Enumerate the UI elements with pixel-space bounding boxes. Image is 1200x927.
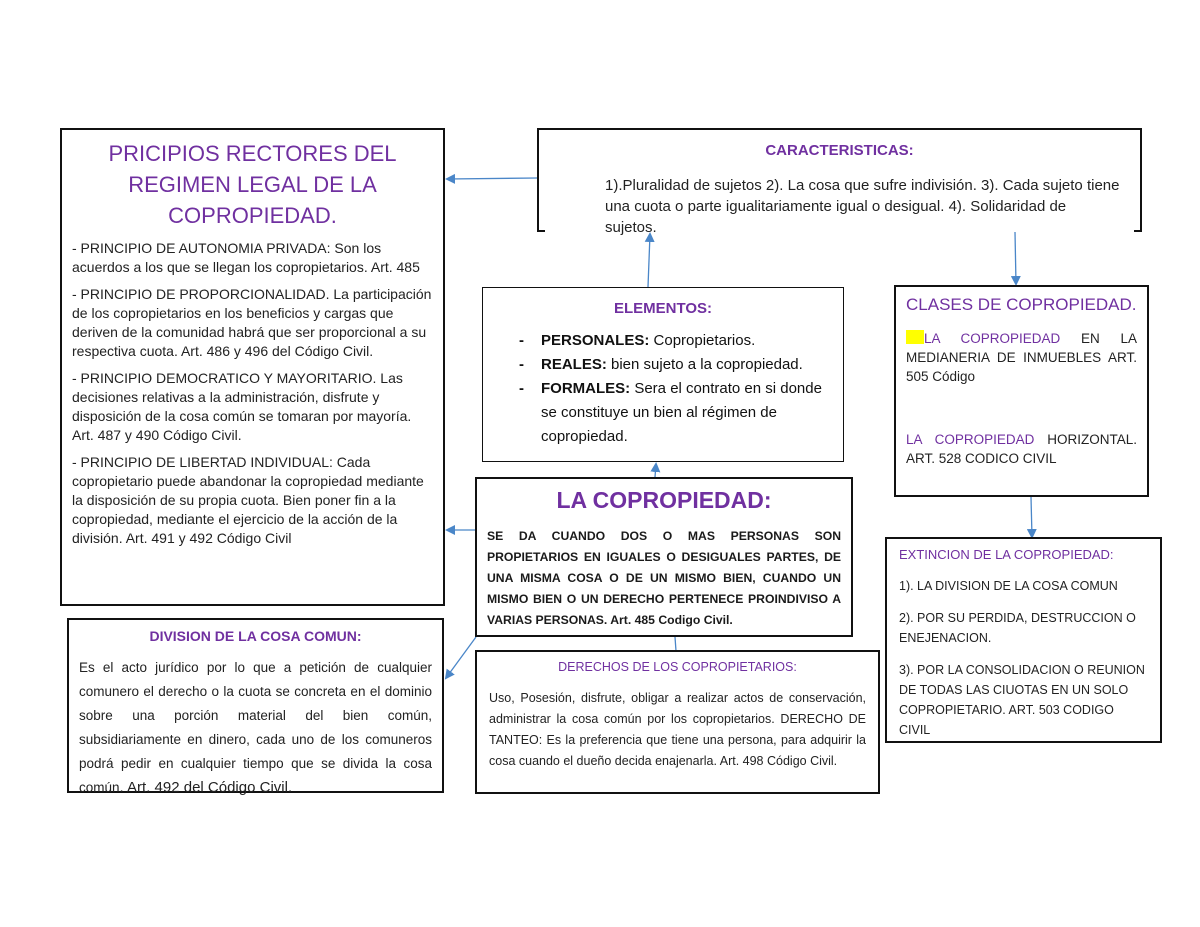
arrow-copro-to-division [446,637,476,678]
division-article: . Art. 492 del Código Civil. [119,779,293,796]
principio-item: - PRINCIPIO DE LIBERTAD INDIVIDUAL: Cada copropietario puede abandonar la copropiedad mediante la disposición de su propia cuota. Bien poner fin a la copropiedad, mediante el ejercicio de la acción de la división. Art. 491 y 492 Código Civil [72,454,424,546]
clases-title: CLASES DE COPROPIEDAD. [906,295,1137,314]
extincion-item: 1). LA DIVISION DE LA COSA COMUN [899,579,1118,593]
elemento-label: FORMALES: [541,380,631,397]
caracteristicas-text: 1).Pluralidad de sujetos 2). La cosa que sufre indivisión. 3). Cada sujeto tiene una cuota o parte igualitariamente igual o desigual. 4). Solidaridad de sujetos. [605,177,1120,236]
derechos-text: Uso, Posesión, disfrute, obligar a realizar actos de conservación, administrar la cosa común por los copropietarios. DERECHO DE TANTEO: Es la preferencia que tiene una persona, para adquirir la cosa cuando el dueño decida enajenarla. Art. 498 Código Civil. [489,691,866,768]
elemento-item [519,353,829,377]
clase-item-text: HORIZONTAL. ART. 528 CODICO CIVIL [906,432,1137,466]
elemento-item [519,377,829,449]
principios-title: PRICIPIOS RECTORES DEL REGIMEN LEGAL DE LA COPROPIEDAD. [108,141,397,228]
copropiedad-box [475,477,853,637]
division-box [67,618,444,796]
extincion-item: 3). POR LA CONSOLIDACION O REUNION DE TODAS LAS CIUOTAS EN UN SOLO COPROPIETARIO. ART. 503 CODIGO CIVIL [899,663,1145,737]
elemento-item [519,329,829,353]
arrow-copro-to-derechos [675,637,676,651]
principios-box [60,128,445,606]
arrow-caract-to-principios [447,178,537,179]
elemento-label: REALES: [541,356,607,373]
elementos-box [482,287,844,462]
principio-item: - PRINCIPIO DEMOCRATICO Y MAYORITARIO. Las decisiones relativas a la administración, disfrute y disposición de la cosa común se tomaran por mayoría. Art. 487 y 490 Código Civil. [72,370,412,443]
derechos-title: DERECHOS DE LOS COPROPIETARIOS: [558,660,797,674]
elemento-label: PERSONALES: [541,332,650,349]
elemento-text: Sera el contrato en si donde se constituye un bien al régimen de copropiedad. [541,380,822,445]
principio-item: - PRINCIPIO DE PROPORCIONALIDAD. La participación de los copropietarios en los beneficios y cargas que deriven de la comunidad habrá que ser proporcional a su respectiva cuota. Art. 486 y 496 del Código Civil. [72,286,432,359]
principio-item: - PRINCIPIO DE AUTONOMIA PRIVADA: Son los acuerdos a los que se llegan los copropietarios. Art. 485 [72,240,420,275]
elemento-text: Copropietarios. [649,332,756,349]
elementos-list [497,329,829,449]
division-title: DIVISION DE LA COSA COMUN: [149,628,362,644]
clase-item [906,329,1137,386]
division-text [79,656,432,800]
division-body: Es el acto jurídico por lo que a petición de cualquier comunero el derecho o la cuota se concreta en el dominio sobre una porción material del bien común, subsidiariamente en dinero, cada uno de los comuneros podrá pedir en cualquier tiempo que se divida la cosa común [79,660,432,795]
arrow-copro-to-elementos [655,464,656,477]
highlight-mark [906,330,924,344]
elementos-title: ELEMENTOS: [613,300,713,317]
clases-box [894,285,1149,497]
clase-item [906,430,1137,468]
clase-item-label: LA COPROPIEDAD [924,331,1061,346]
extincion-box [885,537,1162,743]
arrow-elementos-to-caract [648,234,650,287]
extincion-title: EXTINCION DE LA COPROPIEDAD: [899,547,1114,562]
copropiedad-title: LA COPROPIEDAD: [556,487,772,513]
arrow-caract-to-clases [1015,232,1016,284]
derechos-box [475,650,880,794]
clase-item-label: LA COPROPIEDAD [906,432,1035,447]
extincion-item: 2). POR SU PERDIDA, DESTRUCCION O ENEJENACION. [899,611,1136,645]
caracteristicas-title: CARACTERISTICAS: [765,142,914,159]
elemento-text: bien sujeto a la copropiedad. [606,356,803,373]
caracteristicas-box [537,128,1142,236]
arrow-clases-to-extincion [1031,497,1032,537]
copropiedad-definition: SE DA CUANDO DOS O MAS PERSONAS SON PROPIETARIOS EN IGUALES O DESIGUALES PARTES, DE UNA MISMA COSA O DE UN MISMO BIEN, CUANDO UN MISMO BIEN O UN DERECHO PERTENECE PROINDIVISO A VARIAS PERSONAS. Art. 485 Codigo Civil. [487,529,841,627]
clase-item-text: EN LA MEDIANERIA DE INMUEBLES ART. 505 Código [906,331,1137,384]
